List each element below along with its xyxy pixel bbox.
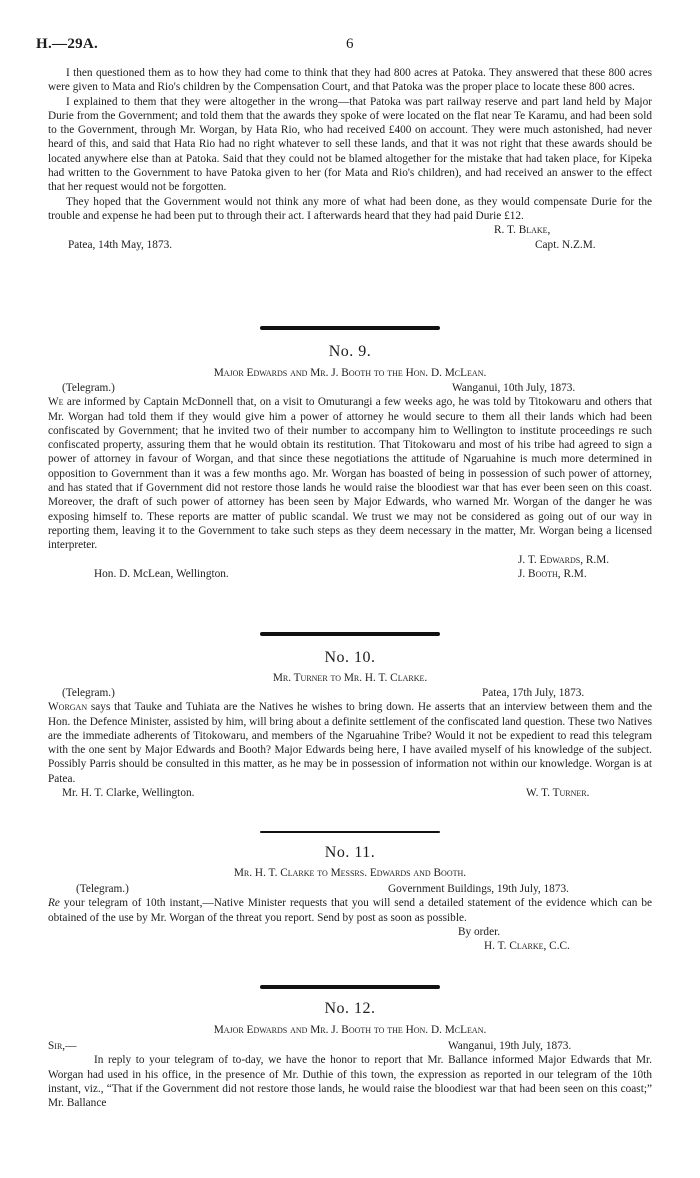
lead-word: We [48, 396, 64, 409]
section-subtitle: Mr. Turner to Mr. H. T. Clarke. [272, 672, 428, 684]
letter-body [48, 896, 652, 925]
signature-name: R. T. Blake, [494, 224, 551, 237]
by-order: By order. [458, 925, 501, 938]
signer-name: W. T. Turner. [526, 787, 590, 800]
intro-section [48, 66, 652, 252]
lead-word: Re [48, 897, 60, 910]
section-number: No. 10. [324, 649, 376, 666]
place-date: Patea, 14th May, 1873. [68, 238, 173, 251]
addressee: Mr. H. T. Clarke, Wellington. [62, 787, 195, 800]
section-9-body [48, 381, 652, 581]
place-date: Wanganui, 10th July, 1873. [452, 382, 576, 394]
signer-name: H. T. Clarke, C.C. [484, 940, 570, 953]
section-divider [260, 326, 440, 330]
intro-signature-row [48, 223, 652, 237]
page-number: 6 [346, 36, 354, 52]
document-reference: H.—29A. [36, 36, 99, 52]
section-divider [260, 632, 440, 636]
letter-body [48, 395, 652, 552]
section-11-body [48, 882, 652, 953]
section-number: No. 12. [324, 1000, 376, 1017]
lead-word: Worgan [48, 701, 88, 714]
telegram-label: (Telegram.) [62, 382, 115, 394]
section-subtitle: Major Edwards and Mr. J. Booth to the Hon. D. McLean. [213, 367, 487, 379]
section-10-body [48, 686, 652, 800]
salutation: Sir,— [48, 1040, 77, 1052]
place-date: Patea, 17th July, 1873. [482, 687, 585, 699]
addressee: Hon. D. McLean, Wellington. [94, 567, 229, 580]
section-subtitle: Mr. H. T. Clarke to Messrs. Edwards and Booth. [233, 867, 467, 879]
letter-body [48, 700, 652, 786]
intro-paragraph-2: I explained to them that they were altogether in the wrong—that Patoka was part railway reserve and part land held by Major Durie from the Government; and told them that the awards they spoke of were located on the flat near Te Karamu, and had been sold to the Government, through Mr. Worgan, by Hata Rio, who had received £400 on account. They were much astonished, had never heard of this, and said that Hata Rio had no right whatever to sell these lands, and that it was not right that these awards should be located anywhere else than at Patoka. Said that they could not be blamed altogether for the mistake that had taken place, for Kipeka had written to the Government to have Patoka given to her (for Mata and Rio's children), and had received an answer to the effect that her request would not be forgotten. [48, 95, 652, 194]
place-date: Wanganui, 19th July, 1873. [448, 1040, 572, 1052]
letter-body: In reply to your telegram of to-day, we have the honor to report that Mr. Ballance informed Major Edwards that Mr. Worgan had used in his office, in the presence of Mr. Duthie of this town, the expression as reported in our telegram of the 10th instant, viz., “That if the Government did not restore those lands, he would raise the bloodiest war that had been seen on this coast;” Mr. Ballance [48, 1054, 652, 1110]
signer-name: J. T. Edwards, R.M. [518, 553, 610, 566]
intro-paragraph-1: I then questioned them as to how they had come to think that they had 800 acres at Patoka. They answered that these 800 acres were given to Mata and Rio's children by the Compensation Court, and that Patoka was the proper place to locate these 800 acres. [48, 67, 652, 94]
signature-title: Capt. N.Z.M. [535, 238, 596, 251]
telegram-label: (Telegram.) [62, 687, 115, 699]
section-number: No. 9. [328, 343, 372, 360]
section-subtitle: Major Edwards and Mr. J. Booth to the Hon. D. McLean. [213, 1024, 487, 1036]
place-date: Government Buildings, 19th July, 1873. [388, 883, 569, 895]
section-divider [260, 831, 440, 833]
letter-text: your telegram of 10th instant,—Native Minister requests that you will send a detailed statement of the evidence which can be obtained of the use by Mr. Worgan of the threat you report. Send by post as soon as possible. [48, 897, 653, 924]
section-number: No. 11. [324, 844, 376, 861]
signer-name: J. Booth, R.M. [518, 567, 587, 580]
section-12-body [48, 1039, 652, 1110]
intro-paragraph-3: They hoped that the Government would not think any more of what had been done, as they would compensate Durie for the trouble and expense he had been put to through their act. I afterwards heard that they had paid Durie £12. [48, 195, 652, 222]
letter-text: says that Tauke and Tuhiata are the Natives he wishes to bring down. He asserts that an interview between them and the Hon. the Defence Minister, assisted by him, will bring about a definite settlement of the confiscated land question. These two Natives are the immediate adherents of Titokowaru, and members of the Ngaruahine Tribe? Would it not be expedient to read this telegram with the one sent by Major Edwards and Booth? Major Edwards being here, I have availed myself of his knowledge of the subject. Possibly Parris should be consulted in this matter, as he may be in possession of information not within our knowledge. Worgan is at Patea. [48, 701, 652, 785]
intro-place-row [48, 238, 652, 252]
letter-text: are informed by Captain McDonnell that, on a visit to Omuturangi a few weeks ago, he was told by Titokowaru and others that Mr. Worgan had told them if they would give him a power of attorney he would secure to them all their lands which had been confiscated by Government; that he invited two of their number to accompany him to Wellington to institute proceedings re such confiscated property, assuring them that he would obtain its restitution. That Titokowaru and most of his tribe had agreed to sign a power of attorney in favour of Worgan, and that since these negotiations the attitude of Ngaruahine is much more determined in opposition to Government than it was a few months ago. Mr. Worgan has boasted of being in possession of such power of attorney, and has stated that if Government did not restore those lands he would raise the bloodiest war that has ever been seen on this coast. Moreover, the draft of such power of attorney has been seen by Major Edwards, who warned Mr. Worgan of the danger he was exposing himself to. These reports are matter of public scandal. We trust we may not be considered as going out of our way in reporting them, leaving it to the Government to take such steps as they deem necessary in the matter, Mr. Worgan being a licensed interpreter. [48, 396, 653, 552]
telegram-label: (Telegram.) [76, 883, 129, 895]
section-divider [260, 985, 440, 989]
